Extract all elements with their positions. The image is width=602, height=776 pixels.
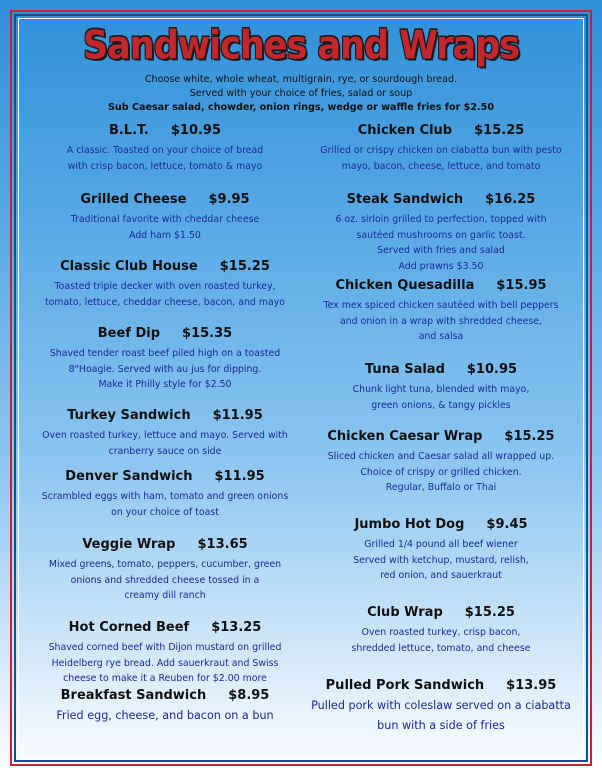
item-name: Grilled Cheese [80, 192, 187, 207]
item-desc-line: and onion in a wrap with shredded cheese, [340, 315, 542, 327]
item-desc-line: creamy dill ranch [124, 590, 206, 601]
menu-item [296, 122, 586, 174]
item-desc-line: Add prawns $3.50 [398, 260, 484, 272]
item-name: Chicken Caesar Wrap [327, 429, 483, 444]
item-name: Chicken Club [357, 123, 453, 138]
menu-item [20, 122, 310, 174]
item-desc-line: Tex mex spiced chicken sautéed with bell peppers [323, 300, 559, 311]
item-desc-line: cheese to make it a Reuben for $2.00 more [63, 673, 267, 684]
item-price: $15.35 [182, 326, 233, 341]
item-desc-line: Served with ketchup, mustard, relish, [353, 554, 529, 566]
menu-item [20, 325, 310, 393]
item-desc-line: Regular, Buffalo or Thai [385, 482, 497, 493]
item-price: $16.25 [485, 192, 536, 207]
item-name: Denver Sandwich [65, 469, 193, 484]
page-title: Sandwiches and Wraps [82, 23, 520, 69]
item-price: $9.95 [208, 192, 250, 207]
item-desc-line: sautéed mushrooms on garlic toast. [356, 229, 526, 241]
item-name: Hot Corned Beef [68, 620, 190, 635]
item-name: Pulled Pork Sandwich [325, 678, 485, 693]
item-desc-line: Grilled or crispy chicken on ciabatta bun with pesto [320, 145, 562, 156]
menu-item [20, 258, 310, 310]
item-name: Breakfast Sandwich [60, 688, 207, 703]
item-desc-line: and salsa [418, 331, 464, 342]
item-desc-line: Sliced chicken and Caesar salad all wrapped up. [327, 451, 555, 462]
menu-item [20, 619, 310, 687]
item-desc-line: Traditional favorite with cheddar cheese [70, 214, 260, 225]
item-desc-line: Chunk light tuna, blended with mayo, [352, 384, 530, 395]
menu-item [296, 428, 586, 496]
intro-sides-upgrade: Sub Caesar salad, chowder, onion rings, wedge or waffle fries for $2.50 [108, 102, 494, 113]
menu-item [20, 407, 310, 459]
item-desc-line: Fried egg, cheese, and bacon on a bun [56, 709, 274, 722]
item-name: Club Wrap [367, 605, 443, 620]
item-price: $11.95 [214, 469, 265, 484]
item-price: $15.25 [219, 259, 270, 274]
item-desc-line: Add ham $1.50 [129, 229, 201, 241]
intro-line: Served with your choice of fries, salad or soup [189, 88, 413, 99]
menu-item [296, 677, 586, 736]
item-price: $8.95 [228, 688, 270, 703]
item-desc-line: Make it Philly style for $2.50 [98, 379, 232, 390]
item-desc-line: Served with fries and salad [377, 245, 505, 256]
item-desc-line: Choice of crispy or grilled chicken. [360, 466, 522, 478]
item-desc-line: Toasted triple decker with oven roasted turkey, [54, 281, 276, 292]
item-desc-line: Grilled 1/4 pound all beef wiener [364, 539, 518, 550]
item-desc-line: onions and shredded cheese tossed in a [70, 574, 260, 586]
item-price: $15.25 [474, 123, 525, 138]
item-name: Classic Club House [60, 259, 198, 274]
item-desc-line: Shaved corned beef with Dijon mustard on grilled [48, 642, 282, 653]
item-price: $10.95 [466, 362, 518, 377]
item-desc-line: A classic. Toasted on your choice of bread [66, 145, 264, 156]
item-desc-line: mayo, bacon, cheese, lettuce, and tomato [341, 160, 541, 172]
item-name: Veggie Wrap [82, 537, 176, 552]
item-desc-line: 8"Hoagie. Served with au jus for dipping. [68, 363, 262, 375]
item-name: Turkey Sandwich [67, 408, 191, 423]
menu-item [20, 191, 310, 243]
item-desc-line: Shaved tender roast beef piled high on a toasted [49, 348, 281, 359]
item-price: $13.95 [506, 678, 557, 693]
menu-item [296, 191, 586, 274]
menu-item [20, 536, 310, 604]
item-desc-line: Mixed greens, tomato, peppers, cucumber, green [48, 559, 282, 570]
item-name: B.L.T. [108, 123, 149, 138]
menu-item [20, 468, 310, 520]
item-desc-line: 6 oz. sirloin grilled to perfection, topped with [335, 214, 547, 225]
menu-item [296, 516, 586, 584]
item-desc-line: with crisp bacon, lettuce, tomato & mayo [67, 160, 263, 172]
item-desc-line: Pulled pork with coleslaw served on a ciabatta [311, 699, 571, 712]
item-desc-line: Scrambled eggs with ham, tomato and green onions [41, 491, 289, 502]
menu-item [296, 277, 586, 345]
intro-line: Choose white, whole wheat, multigrain, rye, or sourdough bread. [144, 74, 458, 85]
item-name: Beef Dip [97, 326, 161, 341]
item-price: $9.45 [486, 517, 528, 532]
item-name: Steak Sandwich [346, 192, 464, 207]
menu-item [296, 604, 586, 656]
item-desc-line: shredded lettuce, tomato, and cheese [351, 642, 531, 654]
item-price: $13.25 [211, 620, 262, 635]
item-desc-line: tomato, lettuce, cheddar cheese, bacon, and mayo [44, 296, 286, 308]
item-price: $10.95 [170, 123, 222, 138]
item-price: $15.25 [504, 429, 555, 444]
item-desc-line: Oven roasted turkey, lettuce and mayo. Served with [42, 430, 288, 441]
menu-item [20, 687, 310, 726]
item-desc-line: on your choice of toast [111, 506, 219, 518]
item-desc-line: green onions, & tangy pickles [371, 399, 511, 411]
item-name: Tuna Salad [364, 362, 445, 377]
item-price: $11.95 [212, 408, 263, 423]
intro-block [0, 73, 602, 115]
item-desc-line: cranberry sauce on side [108, 445, 222, 457]
item-desc-line: bun with a side of fries [377, 719, 505, 732]
item-price: $15.25 [464, 605, 515, 620]
menu-item [296, 361, 586, 413]
item-desc-line: Oven roasted turkey, crisp bacon, [361, 627, 521, 638]
item-price: $15.95 [496, 278, 547, 293]
item-price: $13.65 [197, 537, 248, 552]
item-desc-line: red onion, and sauerkraut [380, 570, 502, 581]
item-name: Jumbo Hot Dog [354, 517, 465, 532]
item-desc-line: Heidelberg rye bread. Add sauerkraut and Swiss [51, 657, 279, 669]
item-name: Chicken Quesadilla [335, 278, 475, 293]
